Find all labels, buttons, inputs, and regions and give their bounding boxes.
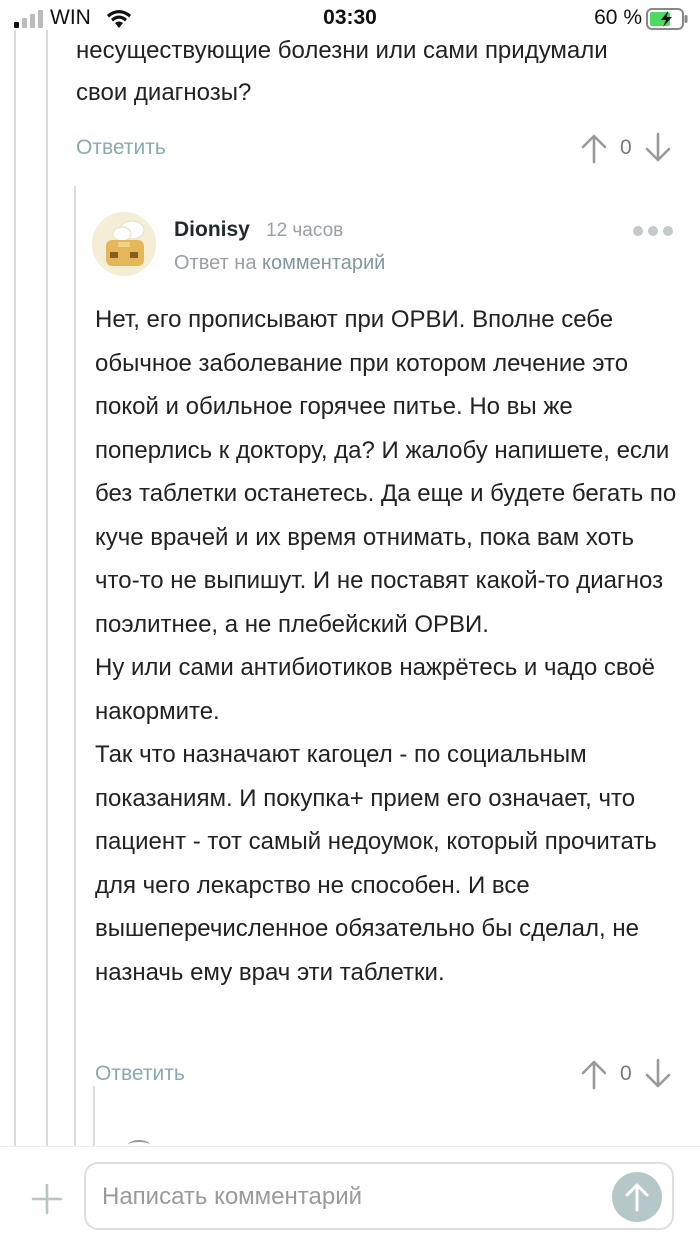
- parent-comment-actions: [76, 128, 676, 168]
- comment-paragraph: Так что назначают кагоцел - по социальным показаниям. И покупка+ прием его означает, что пациент - тот самый недоумок, который прочитать для чего лекарство не способен. И все вышеперечисленное обязательно бы сделал, не назначь ему врач эти таблетки.: [95, 741, 657, 986]
- divider: [0, 1146, 700, 1147]
- thread-rail-level-1: [14, 30, 16, 1146]
- comment-author[interactable]: Dionisy: [174, 218, 250, 241]
- downvote-icon[interactable]: [644, 132, 672, 164]
- clock: 03:30: [323, 6, 377, 29]
- reply-button[interactable]: Ответить: [76, 136, 166, 159]
- avatar-chef-icon: [92, 212, 156, 276]
- vote-count: 0: [620, 136, 632, 159]
- reply-to-link[interactable]: комментарий: [262, 252, 386, 274]
- reply-to-line: [174, 252, 385, 275]
- upvote-icon[interactable]: [580, 1058, 608, 1090]
- comment-paragraph: Нет, его прописывают при ОРВИ. Вполне себе обычное заболевание при котором лечение это покой и обильное горячее питье. Но вы же поперлись к доктору, да? И жалобу напишете, если без таблетки останетесь. Да еще и будете бегать по куче врачей и их время отнимать, пока вам хоть что-то не выпишут. И не поставят какой-то диагноз поэлитнее, а не плебейский ОРВИ.: [95, 306, 677, 638]
- reply-to-prefix: Ответ на: [174, 252, 257, 274]
- vote-controls: [580, 1054, 672, 1094]
- vote-controls: [580, 128, 672, 168]
- send-button[interactable]: [612, 1172, 662, 1222]
- thread-rail-level-4: [93, 1086, 95, 1146]
- send-arrow-icon: [623, 1181, 651, 1213]
- vote-count: 0: [620, 1062, 632, 1085]
- comment-composer: [0, 1146, 700, 1245]
- thread-rail-level-2: [46, 30, 48, 1146]
- more-options-icon[interactable]: [632, 222, 674, 240]
- avatar[interactable]: [92, 212, 156, 276]
- upvote-icon[interactable]: [580, 132, 608, 164]
- downvote-icon[interactable]: [644, 1058, 672, 1090]
- comment-body: [95, 298, 685, 994]
- comment-paragraph: Ну или сами антибиотиков нажрётесь и чадо своё накормите.: [95, 654, 656, 725]
- comment-input-placeholder: Написать комментарий: [102, 1183, 363, 1210]
- carrier-name: WIN: [50, 6, 91, 29]
- attach-plus-icon[interactable]: [30, 1182, 64, 1216]
- comment-input[interactable]: [84, 1162, 674, 1230]
- comment-time: 12 часов: [266, 220, 344, 241]
- battery-percent: 60 %: [594, 6, 642, 29]
- comment-actions: [95, 1054, 685, 1094]
- thread-rail-level-3: [74, 186, 76, 1146]
- battery-charging-icon: [646, 8, 688, 30]
- parent-comment-text: несуществующие болезни или сами придумали свои диагнозы?: [76, 37, 608, 106]
- reply-button[interactable]: Ответить: [95, 1062, 185, 1085]
